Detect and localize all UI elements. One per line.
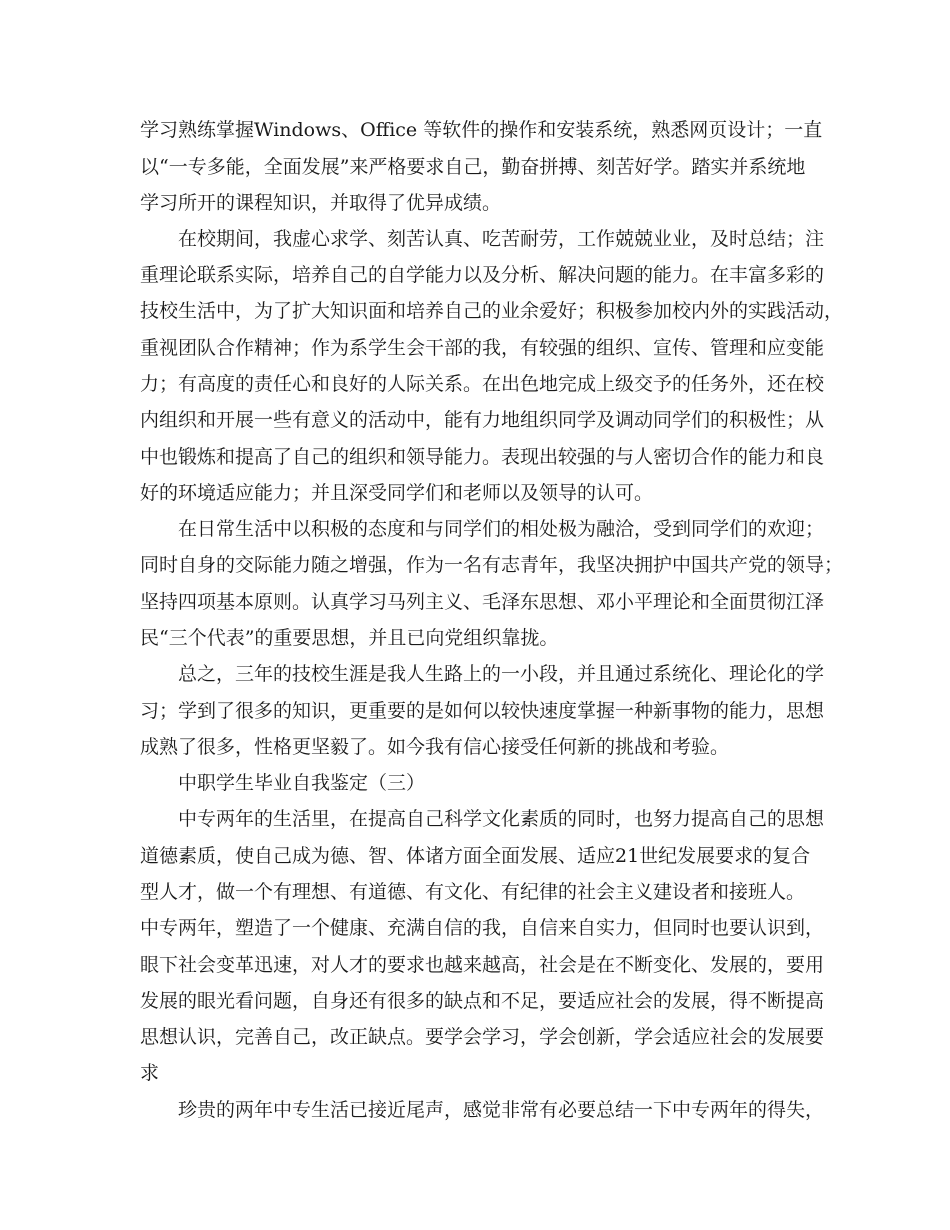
text-line: 以“一专多能，全面发展”来严格要求自己，勤奋拼搏、刻苦好学。踏实并系统地 <box>140 156 806 178</box>
text-line: 在日常生活中以积极的态度和与同学们的相处极为融洽，受到同学们的欢迎； <box>178 518 825 540</box>
text-line: 中专两年，塑造了一个健康、充满自信的我，自信来自实力，但同时也要认识到， <box>140 917 825 939</box>
text-line: 重理论联系实际，培养自己的自学能力以及分析、解决问题的能力。在丰富多彩的 <box>140 264 825 286</box>
text-line: 道德素质，使自己成为德、智、体诸方面全面发展、适应21世纪发展要求的复合 <box>140 845 811 867</box>
text-line: 珍贵的两年中专生活已接近尾声，感觉非常有必要总结一下中专两年的得失， <box>178 1099 825 1121</box>
text-line: 重视团队合作精神；作为系学生会干部的我，有较强的组织、宣传、管理和应变能 <box>140 337 825 359</box>
text-line: 好的环境适应能力；并且深受同学们和老师以及领导的认可。 <box>140 482 654 504</box>
text-line: 学习熟练掌握Windows、Office 等软件的操作和安装系统，熟悉网页设计；一直 <box>140 119 823 141</box>
text-line: 在校期间，我虚心求学、刻苦认真、吃苦耐劳，工作兢兢业业，及时总结；注 <box>178 228 825 250</box>
text-line: 同时自身的交际能力随之增强，作为一名有志青年，我坚决拥护中国共产党的领导； <box>140 554 844 576</box>
text-line: 中专两年的生活里，在提高自己科学文化素质的同时，也努力提高自己的思想 <box>178 808 825 830</box>
text-line: 总之，三年的技校生涯是我人生路上的一小段，并且通过系统化、理论化的学 <box>178 663 825 685</box>
text-line: 习；学到了很多的知识，更重要的是如何以较快速度掌握一种新事物的能力，思想 <box>140 700 825 722</box>
text-line: 力；有高度的责任心和良好的人际关系。在出色地完成上级交予的任务外，还在校 <box>140 373 825 395</box>
text-line: 民“三个代表”的重要思想，并且已向党组织靠拢。 <box>140 627 559 649</box>
text-line: 内组织和开展一些有意义的活动中，能有力地组织同学及调动同学们的积极性；从 <box>140 409 825 431</box>
text-line: 求 <box>140 1062 160 1084</box>
text-line: 中也锻炼和提高了自己的组织和领导能力。表现出较强的与人密切合作的能力和良 <box>140 446 825 468</box>
text-line: 坚持四项基本原则。认真学习马列主义、毛泽东思想、邓小平理论和全面贯彻江泽 <box>140 591 825 613</box>
section-heading: 中职学生毕业自我鉴定（三） <box>178 772 426 794</box>
text-line: 学习所开的课程知识，并取得了优异成绩。 <box>140 192 502 214</box>
text-line: 眼下社会变革迅速，对人才的要求也越来越高，社会是在不断变化、发展的，要用 <box>140 954 825 976</box>
text-line: 技校生活中，为了扩大知识面和培养自己的业余爱好；积极参加校内外的实践活动， <box>140 300 844 322</box>
text-line: 型人才，做一个有理想、有道德、有文化、有纪律的社会主义建设者和接班人。 <box>140 881 806 903</box>
text-line: 发展的眼光看问题，自身还有很多的缺点和不足，要适应社会的发展，得不断提高 <box>140 990 825 1012</box>
text-line: 思想认识，完善自己，改正缺点。要学会学习，学会创新，学会适应社会的发展要 <box>140 1026 825 1048</box>
text-line: 成熟了很多，性格更坚毅了。如今我有信心接受任何新的挑战和考验。 <box>140 736 730 758</box>
